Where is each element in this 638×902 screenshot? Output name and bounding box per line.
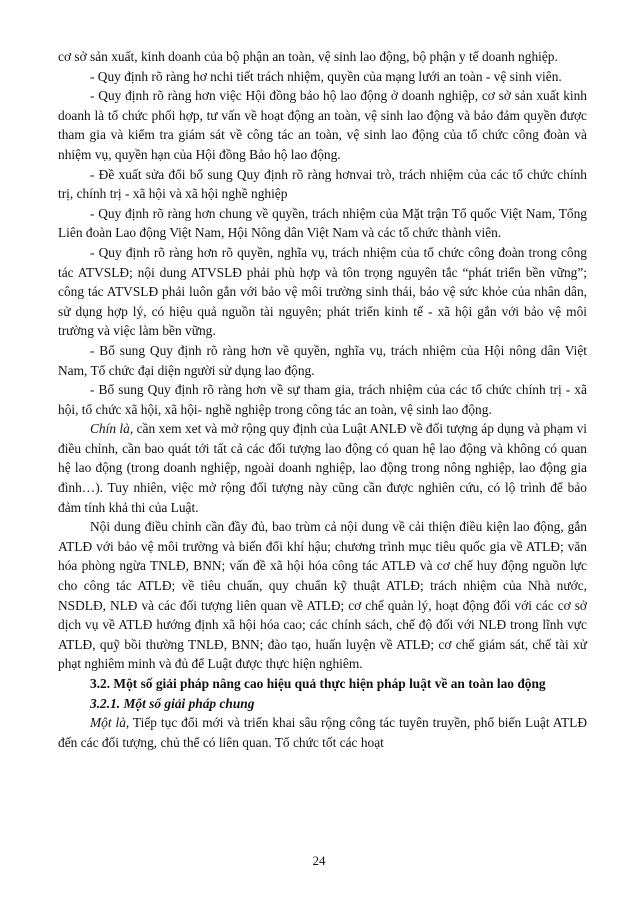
- paragraph-first-solution: [58, 713, 587, 752]
- section-heading: 3.2. Một số giải pháp nâng cao hiệu quả thực hiện pháp luật về an toàn lao động: [90, 676, 546, 691]
- ninth-point-lead: Chín là,: [90, 421, 134, 437]
- paragraph-safety-network: - Quy định rõ ràng hơ nchi tiết trách nhiệm, quyền của mạng lưới an toàn - vệ sinh viên.: [90, 68, 562, 84]
- paragraph-social-organizations: - Bổ sung Quy định rõ ràng hơn về sự tham gia, trách nhiệm của các tổ chức chính trị - xã hội, tổ chức xã hội, xã hội- nghề nghiệp trong công tác an toàn, vệ sinh lao động.: [58, 382, 587, 417]
- page-body: [58, 47, 587, 752]
- page-number: 24: [312, 853, 326, 868]
- first-solution-text: Tiếp tục đổi mới và triển khai sâu rộng công tác tuyên truyền, phổ biến Luật ATLĐ đến các đối tượng, chủ thể có liên quan. Tổ chức tốt các hoạt: [58, 715, 587, 750]
- paragraph-farmers-union: - Bổ sung Quy định rõ ràng hơn về quyền, nghĩa vụ, trách nhiệm của Hội nông dân Việt Nam, Tổ chức đại diện người sử dụng lao động.: [58, 342, 587, 378]
- paragraph-ninth-point: [58, 419, 587, 517]
- paragraph-continuation: cơ sở sản xuất, kinh doanh của bộ phận an toàn, vệ sinh lao động, bộ phận y tế doanh nghiệp.: [58, 49, 558, 64]
- paragraph-political-organizations: - Đề xuất sửa đổi bổ sung Quy định rõ ràng hơnvai trò, trách nhiệm của các tổ chức chính trị, chính trị - xã hội và xã hội nghề nghiệp: [58, 166, 587, 202]
- paragraph-trade-union: - Quy định rõ ràng hơn rõ quyền, nghĩa vụ, trách nhiệm của tổ chức công đoàn trong công tác ATVSLĐ; nội dung ATVSLĐ phải phù hợp và tôn trọng nguyên tắc “phát triển bền vững”; công tác ATVSLĐ phải luôn gắn với bảo vệ môi trường sinh thái, bảo vệ sức khỏe của nhân dân, sử dụng hợp lý, có hiệu quả nguồn tài nguyên; phát triển kinh tế - xã hội gắn với bảo vệ môi trường và việc làm bền vững.: [58, 244, 587, 339]
- paragraph-regulation-content: Nội dung điều chỉnh cần đầy đủ, bao trùm cả nội dung về cải thiện điều kiện lao động, gắn ATLĐ với bảo vệ môi trường và biến đổi khí hậu; chương trình mục tiêu quốc gia về ATLĐ; văn hóa phòng ngừa TNLĐ, BNN; vấn đề xã hội hóa công tác ATLĐ và cơ chế huy động nguồn lực cho công tác ATLĐ; về tiêu chuẩn, quy chuẩn kỹ thuật ATLĐ; trách nhiệm của Nhà nước, NSDLĐ, NLĐ và các đối tượng liên quan về ATLĐ; cơ chế quản lý, hoạt động đối với các cơ sở dịch vụ về ATLĐ hướng định xã hội hóa cao; các chính sách, chế độ đối với NLĐ trong lĩnh vực ATLĐ, quỹ bồi thường TNLĐ, BNN; đào tạo, huấn luyện về ATLĐ; cơ chế giám sát, chế tài xử phạt nghiêm minh và đủ để Luật được thực hiện nghiêm.: [58, 519, 587, 672]
- paragraph-labor-protection-council: - Quy định rõ ràng hơn việc Hội đồng bảo hộ lao động ở doanh nghiệp, cơ sở sản xuất kinh doanh là tổ chức phối hợp, tư vấn về hoạt động an toàn, vệ sinh lao động và bảo đảm quyền được tham gia và kiểm tra giám sát về công tác an toàn, vệ sinh lao động của tổ chức công đoàn và nhiệm vụ, quyền hạn của Hội đồng Bảo hộ lao động.: [58, 88, 587, 162]
- subsection-heading: 3.2.1. Một số giải pháp chung: [90, 695, 255, 711]
- first-solution-lead: Một là,: [90, 715, 130, 731]
- ninth-point-text: cần xem xet và mở rộng quy định của Luật ANLĐ về đối tượng áp dụng và phạm vi điều chỉnh, cần bao quát tới tất cả các đối tượng lao động có quan hệ lao động và không có quan hệ lao động (trong doanh nghiệp, ngoài doanh nghiệp, lao động trong nông nghiệp, lao động gia đình…). Tuy nhiên, việc mở rộng đối tượng này cũng cần được nghiên cứu, có lộ trình để bảo đảm tính khả thi của Luật.: [58, 421, 587, 515]
- paragraph-fatherland-front: - Quy định rõ ràng hơn chung về quyền, trách nhiệm của Mặt trận Tổ quốc Việt Nam, Tổng Liên đoàn Lao động Việt Nam, Hội Nông dân Việt Nam và các tổ chức thành viên.: [58, 205, 587, 241]
